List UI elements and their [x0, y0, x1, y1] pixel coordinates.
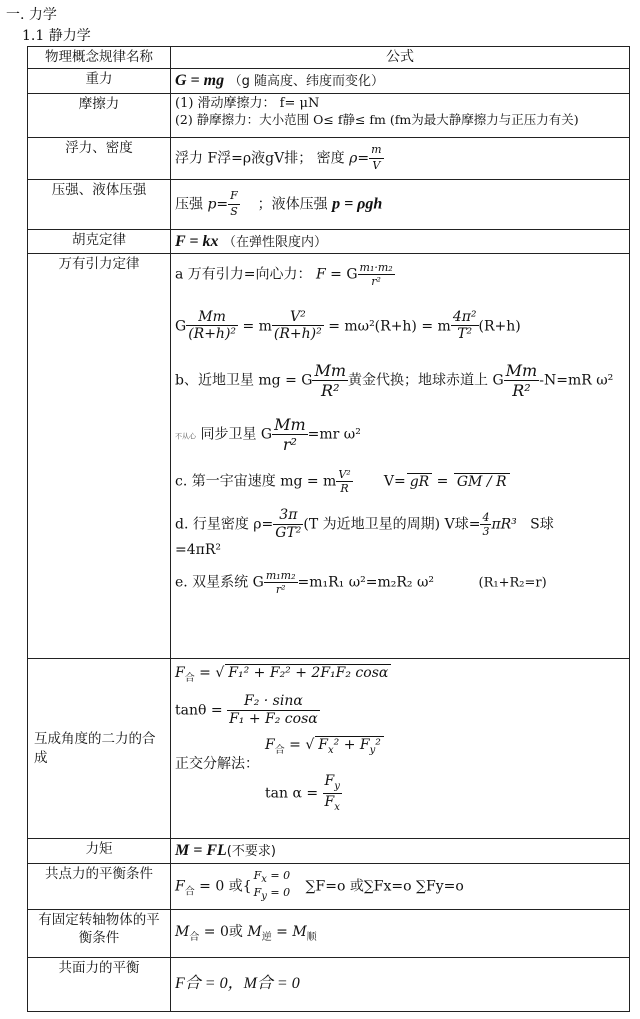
row-torque-name: 力矩: [28, 839, 171, 864]
row-concurrent-formula: $F_合 = 0$ 或{ $F_x = 0$ $F_y = 0$ ∑F=o 或∑Fx=o ∑Fy=o: [171, 863, 630, 909]
row-concurrent-name: 共点力的平衡条件: [28, 863, 171, 909]
row-composition-name: 互成角度的二力的合成: [28, 659, 171, 839]
row-composition-formula: $F_合$ = √ F₁² + F₂² + 2F₁F₂ cosα tanθ = $\frac{\text{F₂ · sinα}}{\text{F₁ + F₂ cosα}}$ $F_合$ = √ $F_x^2 + F_y^2$ 正交分解法： tan α = $\frac{F_y}{F_x}$: [171, 659, 630, 839]
header-name: 物理概念规律名称: [28, 47, 171, 69]
row-axis-name: 有固定转轴物体的平衡条件: [28, 909, 171, 957]
row-friction-name: 摩擦力: [28, 93, 171, 137]
row-gravitation-name: 万有引力定律: [28, 254, 171, 659]
row-torque-formula: M = FL(不要求): [171, 839, 630, 864]
row-buoyancy-formula: 浮力 F浮=ρ液gV排； 密度 ρ= $\frac{m}{V}$: [171, 137, 630, 179]
row-axis-formula: $M_合 = 0$或 $M_逆 = M_顺$: [171, 909, 630, 957]
row-buoyancy-name: 浮力、密度: [28, 137, 171, 179]
row-pressure-formula: 压强 p= $\frac{F}{S}$ ；液体压强 p = ρgh: [171, 179, 630, 229]
row-pressure-name: 压强、液体压强: [28, 179, 171, 229]
formula-table: [27, 46, 630, 1012]
row-gravity-name: 重力: [28, 69, 171, 94]
row-coplanar-formula: F合 = 0，M合 = 0: [171, 957, 630, 1011]
row-friction-formula: (1) 滑动摩擦力： f= μN (2) 静摩擦力：大小范围 O≤ f静≤ fm (fm为最大静摩擦力与正压力有关): [171, 93, 630, 137]
row-gravitation-formula: a 万有引力=向心力： F = G $\frac{\text{m₁·m₂}}{\text{r²}}$ G $\frac{Mm}{\text{(R+h)²}}$ = m $\frac{\text{V²}}{\text{(R+h)²}}$ = mω²(R+h) = m $\frac{\text{4π²}}{\text{T²}}$ (R+h) b、近地卫星 mg = G $\frac{Mm}{\text{R²}}$ 黄金代换；地球赤道上 G $\frac{Mm}{\text{R²}}$ -N=mR ω² 不从心 同步卫星 G $\frac{Mm}{\text{r²}}$ =mr ω² c. 第一宇宙速度 mg = m $\frac{\text{V²}}{R}$ V= gR = GM / R d. 行星密度 ρ= $\frac{3\pi}{\text{GT²}}$ (T 为近地卫星的周期) V球= $\frac{4}{3}$ πR³ S球 =4πR² e. 双星系统 G $\frac{\text{m₁m₂}}{\text{r²}}$ =m₁R₁ ω²=m₂R₂ ω² (R₁+R₂=r): [171, 254, 630, 659]
row-hooke-formula: F = kx （在弹性限度内）: [171, 229, 630, 254]
section-heading: 一. 力学: [6, 7, 57, 23]
row-gravity-formula: G = mg （g 随高度、纬度而变化）: [171, 69, 630, 94]
row-hooke-name: 胡克定律: [28, 229, 171, 254]
header-formula: 公式: [171, 47, 630, 69]
subsection-heading: 1.1 静力学: [22, 28, 91, 44]
row-coplanar-name: 共面力的平衡: [28, 957, 171, 1011]
